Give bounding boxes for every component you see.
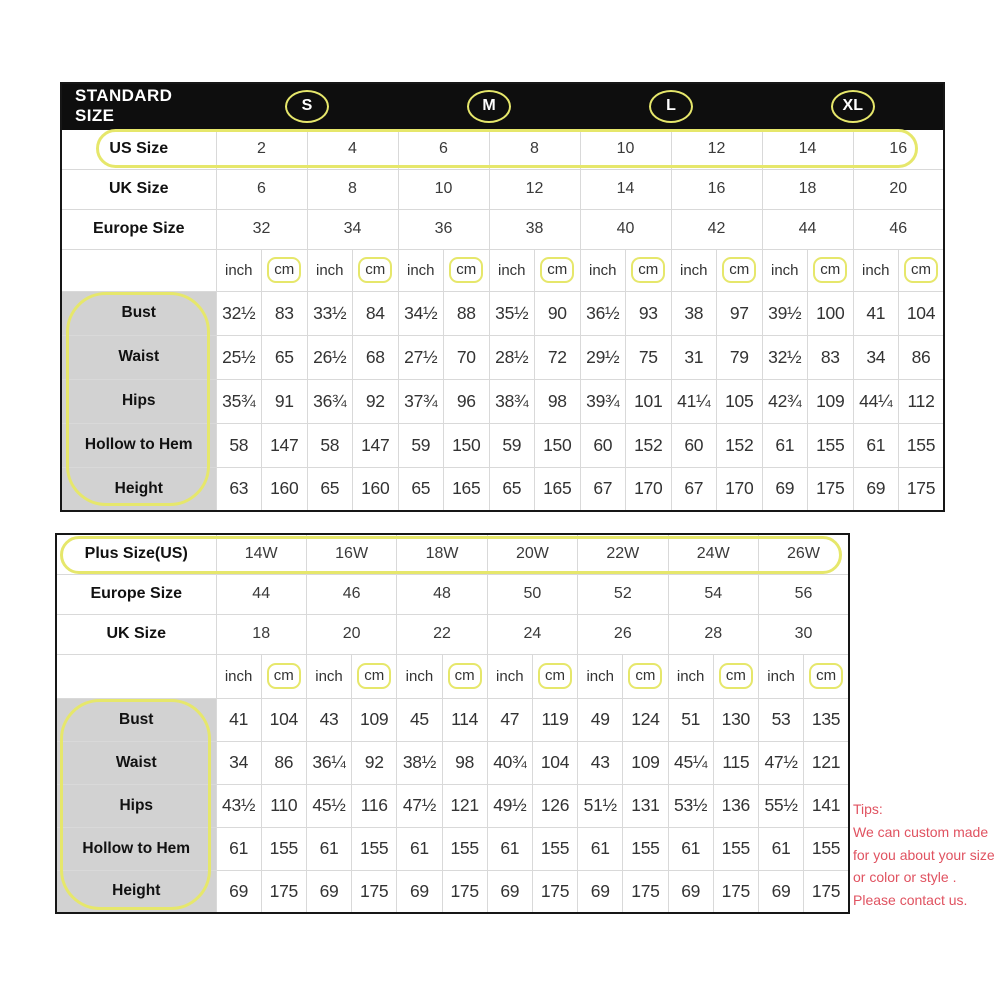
measure-value-cell: 68	[353, 335, 399, 379]
measure-value-cell: 150	[444, 423, 490, 467]
measure-value-cell: 29½	[580, 335, 626, 379]
measure-value-cell: 40¾	[487, 741, 532, 784]
measure-value-cell: 104	[532, 741, 577, 784]
measure-value-cell: 112	[899, 379, 945, 423]
measure-value-cell: 58	[216, 423, 262, 467]
unit-inch-cell: inch	[671, 249, 717, 291]
size-value-cell: 24W	[668, 534, 758, 574]
measure-value-cell: 72	[535, 335, 581, 379]
measure-value-cell: 135	[804, 698, 849, 741]
unit-cm-cell	[626, 249, 672, 291]
measure-value-cell: 104	[261, 698, 306, 741]
size-value-cell: 46	[306, 574, 396, 614]
measure-value-cell: 69	[758, 870, 803, 913]
measure-value-cell: 65	[307, 467, 353, 511]
measure-value-cell: 175	[899, 467, 945, 511]
measure-value-cell: 150	[535, 423, 581, 467]
measure-value-cell: 100	[808, 291, 854, 335]
unit-inch-cell: inch	[216, 654, 261, 698]
measure-value-cell: 121	[804, 741, 849, 784]
size-value-cell: 46	[853, 209, 944, 249]
size-value-cell: 10	[398, 169, 489, 209]
measure-value-cell: 152	[626, 423, 672, 467]
table-title: STANDARD SIZE	[61, 83, 216, 129]
measure-value-cell: 38½	[397, 741, 442, 784]
size-row-label: US Size	[61, 129, 216, 169]
measure-value-cell: 116	[352, 784, 397, 827]
measure-value-cell: 126	[532, 784, 577, 827]
unit-cm-cell	[804, 654, 849, 698]
unit-row-label	[56, 654, 216, 698]
measure-value-cell: 86	[261, 741, 306, 784]
measure-value-cell: 34	[216, 741, 261, 784]
measure-value-cell: 69	[762, 467, 808, 511]
size-value-cell: 16W	[306, 534, 396, 574]
highlight-box-cm: cm	[267, 663, 301, 690]
measure-value-cell: 69	[853, 467, 899, 511]
measure-row-label: Hollow to Hem	[61, 423, 216, 467]
highlight-circle-l: L	[649, 90, 693, 123]
measure-value-cell: 41	[853, 291, 899, 335]
measure-value-cell: 45½	[306, 784, 351, 827]
measure-value-cell: 51	[668, 698, 713, 741]
size-value-cell: 18	[216, 614, 306, 654]
size-value-cell: 6	[398, 129, 489, 169]
measure-value-cell: 42¾	[762, 379, 808, 423]
size-value-cell: 22	[397, 614, 487, 654]
size-value-cell: 36	[398, 209, 489, 249]
measure-value-cell: 36¼	[306, 741, 351, 784]
measure-row-label: Hollow to Hem	[56, 827, 216, 870]
measure-row-label: Bust	[56, 698, 216, 741]
measure-value-cell: 98	[442, 741, 487, 784]
measure-value-cell: 79	[717, 335, 763, 379]
measure-value-cell: 69	[306, 870, 351, 913]
measure-value-cell: 49½	[487, 784, 532, 827]
highlight-circle-m: M	[467, 90, 511, 123]
measure-value-cell: 35¾	[216, 379, 262, 423]
measure-value-cell: 69	[216, 870, 261, 913]
size-value-cell: 52	[578, 574, 668, 614]
highlight-box-cm: cm	[809, 663, 843, 690]
size-value-cell: 14	[580, 169, 671, 209]
size-value-cell: 54	[668, 574, 758, 614]
measure-value-cell: 175	[352, 870, 397, 913]
size-value-cell: 38	[489, 209, 580, 249]
size-value-cell: 32	[216, 209, 307, 249]
measure-value-cell: 155	[804, 827, 849, 870]
measure-value-cell: 53½	[668, 784, 713, 827]
measure-value-cell: 98	[535, 379, 581, 423]
measure-value-cell: 109	[352, 698, 397, 741]
measure-value-cell: 61	[758, 827, 803, 870]
size-value-cell: 50	[487, 574, 577, 614]
measure-value-cell: 124	[623, 698, 668, 741]
measure-value-cell: 91	[262, 379, 308, 423]
measure-value-cell: 26½	[307, 335, 353, 379]
highlight-box-cm: cm	[719, 663, 753, 690]
measure-value-cell: 93	[626, 291, 672, 335]
unit-cm-cell	[713, 654, 758, 698]
measure-value-cell: 121	[442, 784, 487, 827]
measure-row-label: Waist	[56, 741, 216, 784]
measure-value-cell: 65	[262, 335, 308, 379]
measure-value-cell: 75	[626, 335, 672, 379]
unit-cm-cell	[442, 654, 487, 698]
unit-inch-cell: inch	[580, 249, 626, 291]
unit-cm-cell	[444, 249, 490, 291]
size-row-label: Europe Size	[61, 209, 216, 249]
measure-value-cell: 155	[899, 423, 945, 467]
highlight-box-cm: cm	[449, 257, 483, 284]
measure-value-cell: 175	[804, 870, 849, 913]
measure-value-cell: 67	[580, 467, 626, 511]
unit-cm-cell	[717, 249, 763, 291]
measure-value-cell: 47½	[758, 741, 803, 784]
measure-value-cell: 28½	[489, 335, 535, 379]
measure-value-cell: 34½	[398, 291, 444, 335]
unit-inch-cell: inch	[487, 654, 532, 698]
unit-cm-cell	[353, 249, 399, 291]
size-value-cell: 44	[216, 574, 306, 614]
measure-row-label: Height	[56, 870, 216, 913]
size-value-cell: 6	[216, 169, 307, 209]
measure-value-cell: 175	[261, 870, 306, 913]
measure-value-cell: 61	[762, 423, 808, 467]
measure-value-cell: 92	[352, 741, 397, 784]
highlight-box-cm: cm	[631, 257, 665, 284]
size-row-label: UK Size	[61, 169, 216, 209]
measure-value-cell: 61	[487, 827, 532, 870]
measure-value-cell: 45¼	[668, 741, 713, 784]
measure-value-cell: 70	[444, 335, 490, 379]
measure-value-cell: 36½	[580, 291, 626, 335]
tips-line: We can custom made	[853, 824, 989, 841]
measure-value-cell: 170	[717, 467, 763, 511]
unit-inch-cell: inch	[762, 249, 808, 291]
measure-value-cell: 155	[261, 827, 306, 870]
standard-size-table	[60, 82, 945, 510]
size-value-cell: 22W	[578, 534, 668, 574]
measure-value-cell: 175	[713, 870, 758, 913]
measure-value-cell: 60	[580, 423, 626, 467]
measure-value-cell: 69	[668, 870, 713, 913]
unit-cm-cell	[262, 249, 308, 291]
measure-value-cell: 51½	[578, 784, 623, 827]
measure-row-label: Hips	[56, 784, 216, 827]
size-value-cell: 16	[853, 129, 944, 169]
measure-value-cell: 104	[899, 291, 945, 335]
measure-value-cell: 47	[487, 698, 532, 741]
size-value-cell: 42	[671, 209, 762, 249]
measure-value-cell: 160	[353, 467, 399, 511]
size-group-cell	[762, 83, 944, 129]
measure-value-cell: 155	[532, 827, 577, 870]
size-value-cell: 34	[307, 209, 398, 249]
measure-value-cell: 119	[532, 698, 577, 741]
unit-cm-cell	[352, 654, 397, 698]
highlight-box-cm: cm	[813, 257, 847, 284]
unit-inch-cell: inch	[216, 249, 262, 291]
highlight-box-cm: cm	[538, 663, 572, 690]
measure-value-cell: 47½	[397, 784, 442, 827]
measure-value-cell: 69	[578, 870, 623, 913]
measure-value-cell: 165	[444, 467, 490, 511]
unit-inch-cell: inch	[398, 249, 444, 291]
measure-value-cell: 31	[671, 335, 717, 379]
unit-inch-cell: inch	[307, 249, 353, 291]
measure-value-cell: 110	[261, 784, 306, 827]
size-value-cell: 8	[489, 129, 580, 169]
measure-row-label: Hips	[61, 379, 216, 423]
measure-value-cell: 59	[398, 423, 444, 467]
unit-inch-cell: inch	[758, 654, 803, 698]
measure-value-cell: 43½	[216, 784, 261, 827]
measure-value-cell: 165	[535, 467, 581, 511]
measure-value-cell: 96	[444, 379, 490, 423]
size-value-cell: 20	[306, 614, 396, 654]
highlight-box-cm: cm	[357, 663, 391, 690]
size-value-cell: 26W	[758, 534, 849, 574]
measure-value-cell: 83	[808, 335, 854, 379]
measure-value-cell: 36¾	[307, 379, 353, 423]
measure-value-cell: 86	[899, 335, 945, 379]
size-value-cell: 20	[853, 169, 944, 209]
highlight-circle-xl: XL	[831, 90, 875, 123]
measure-value-cell: 136	[713, 784, 758, 827]
highlight-box-cm: cm	[448, 663, 482, 690]
tips-lines	[853, 821, 995, 911]
unit-inch-cell: inch	[489, 249, 535, 291]
measure-value-cell: 63	[216, 467, 262, 511]
measure-value-cell: 115	[713, 741, 758, 784]
measure-value-cell: 83	[262, 291, 308, 335]
measure-value-cell: 45	[397, 698, 442, 741]
size-value-cell: 2	[216, 129, 307, 169]
measure-value-cell: 55½	[758, 784, 803, 827]
measure-value-cell: 53	[758, 698, 803, 741]
size-value-cell: 8	[307, 169, 398, 209]
size-value-cell: 24	[487, 614, 577, 654]
measure-value-cell: 43	[306, 698, 351, 741]
size-value-cell: 4	[307, 129, 398, 169]
measure-value-cell: 38	[671, 291, 717, 335]
measure-value-cell: 147	[353, 423, 399, 467]
measure-value-cell: 90	[535, 291, 581, 335]
measure-value-cell: 114	[442, 698, 487, 741]
measure-value-cell: 67	[671, 467, 717, 511]
size-group-cell	[398, 83, 580, 129]
size-value-cell: 30	[758, 614, 849, 654]
unit-inch-cell: inch	[853, 249, 899, 291]
size-row-label: Plus Size(US)	[56, 534, 216, 574]
size-value-cell: 56	[758, 574, 849, 614]
unit-inch-cell: inch	[397, 654, 442, 698]
unit-cm-cell	[261, 654, 306, 698]
measure-value-cell: 39¾	[580, 379, 626, 423]
measure-value-cell: 61	[578, 827, 623, 870]
unit-inch-cell: inch	[578, 654, 623, 698]
measure-value-cell: 175	[532, 870, 577, 913]
size-value-cell: 44	[762, 209, 853, 249]
measure-value-cell: 101	[626, 379, 672, 423]
measure-value-cell: 175	[623, 870, 668, 913]
plus-size-table	[55, 533, 850, 913]
size-row-label: UK Size	[56, 614, 216, 654]
unit-cm-cell	[899, 249, 945, 291]
unit-row-label	[61, 249, 216, 291]
highlight-box-cm: cm	[628, 663, 662, 690]
size-value-cell: 20W	[487, 534, 577, 574]
measure-value-cell: 97	[717, 291, 763, 335]
size-value-cell: 14W	[216, 534, 306, 574]
unit-cm-cell	[535, 249, 581, 291]
unit-cm-cell	[623, 654, 668, 698]
measure-value-cell: 61	[216, 827, 261, 870]
measure-value-cell: 60	[671, 423, 717, 467]
measure-value-cell: 38¾	[489, 379, 535, 423]
measure-value-cell: 32½	[762, 335, 808, 379]
measure-row-label: Height	[61, 467, 216, 511]
highlight-box-cm: cm	[267, 257, 301, 284]
measure-value-cell: 37¾	[398, 379, 444, 423]
highlight-box-cm: cm	[358, 257, 392, 284]
measure-value-cell: 141	[804, 784, 849, 827]
highlight-box-cm: cm	[904, 257, 938, 284]
highlight-box-cm: cm	[540, 257, 574, 284]
highlight-box-cm: cm	[722, 257, 756, 284]
measure-value-cell: 109	[623, 741, 668, 784]
tips-line: for you about your size	[853, 846, 995, 863]
highlight-circle-s: S	[285, 90, 329, 123]
measure-value-cell: 61	[668, 827, 713, 870]
measure-row-label: Bust	[61, 291, 216, 335]
measure-value-cell: 33½	[307, 291, 353, 335]
tips-note	[853, 798, 995, 911]
measure-value-cell: 25½	[216, 335, 262, 379]
size-value-cell: 12	[671, 129, 762, 169]
measure-row-label: Waist	[61, 335, 216, 379]
measure-value-cell: 39½	[762, 291, 808, 335]
measure-value-cell: 43	[578, 741, 623, 784]
size-value-cell: 14	[762, 129, 853, 169]
measure-value-cell: 44¼	[853, 379, 899, 423]
measure-value-cell: 155	[808, 423, 854, 467]
standard-size-grid	[60, 82, 945, 512]
measure-value-cell: 109	[808, 379, 854, 423]
tips-title: Tips:	[853, 801, 883, 817]
measure-value-cell: 105	[717, 379, 763, 423]
measure-value-cell: 49	[578, 698, 623, 741]
measure-value-cell: 59	[489, 423, 535, 467]
measure-value-cell: 170	[626, 467, 672, 511]
size-value-cell: 18W	[397, 534, 487, 574]
measure-value-cell: 152	[717, 423, 763, 467]
measure-value-cell: 92	[353, 379, 399, 423]
measure-value-cell: 41¼	[671, 379, 717, 423]
measure-value-cell: 88	[444, 291, 490, 335]
measure-value-cell: 65	[489, 467, 535, 511]
unit-cm-cell	[808, 249, 854, 291]
size-group-cell	[580, 83, 762, 129]
measure-value-cell: 175	[808, 467, 854, 511]
measure-value-cell: 35½	[489, 291, 535, 335]
size-value-cell: 10	[580, 129, 671, 169]
measure-value-cell: 155	[352, 827, 397, 870]
measure-value-cell: 160	[262, 467, 308, 511]
measure-value-cell: 32½	[216, 291, 262, 335]
measure-value-cell: 61	[853, 423, 899, 467]
measure-value-cell: 41	[216, 698, 261, 741]
measure-value-cell: 58	[307, 423, 353, 467]
measure-value-cell: 34	[853, 335, 899, 379]
size-group-cell	[216, 83, 398, 129]
unit-cm-cell	[532, 654, 577, 698]
tips-line: Please contact us.	[853, 891, 968, 908]
size-value-cell: 18	[762, 169, 853, 209]
measure-value-cell: 131	[623, 784, 668, 827]
size-value-cell: 12	[489, 169, 580, 209]
measure-value-cell: 61	[306, 827, 351, 870]
measure-value-cell: 155	[623, 827, 668, 870]
size-value-cell: 16	[671, 169, 762, 209]
size-value-cell: 26	[578, 614, 668, 654]
measure-value-cell: 61	[397, 827, 442, 870]
measure-value-cell: 65	[398, 467, 444, 511]
measure-value-cell: 27½	[398, 335, 444, 379]
measure-value-cell: 69	[397, 870, 442, 913]
unit-inch-cell: inch	[668, 654, 713, 698]
size-row-label: Europe Size	[56, 574, 216, 614]
measure-value-cell: 155	[713, 827, 758, 870]
measure-value-cell: 147	[262, 423, 308, 467]
measure-value-cell: 130	[713, 698, 758, 741]
measure-value-cell: 84	[353, 291, 399, 335]
size-value-cell: 48	[397, 574, 487, 614]
size-value-cell: 28	[668, 614, 758, 654]
measure-value-cell: 69	[487, 870, 532, 913]
tips-line: or color or style .	[853, 869, 957, 886]
size-value-cell: 40	[580, 209, 671, 249]
unit-inch-cell: inch	[306, 654, 351, 698]
measure-value-cell: 155	[442, 827, 487, 870]
plus-size-grid	[55, 533, 850, 914]
measure-value-cell: 175	[442, 870, 487, 913]
